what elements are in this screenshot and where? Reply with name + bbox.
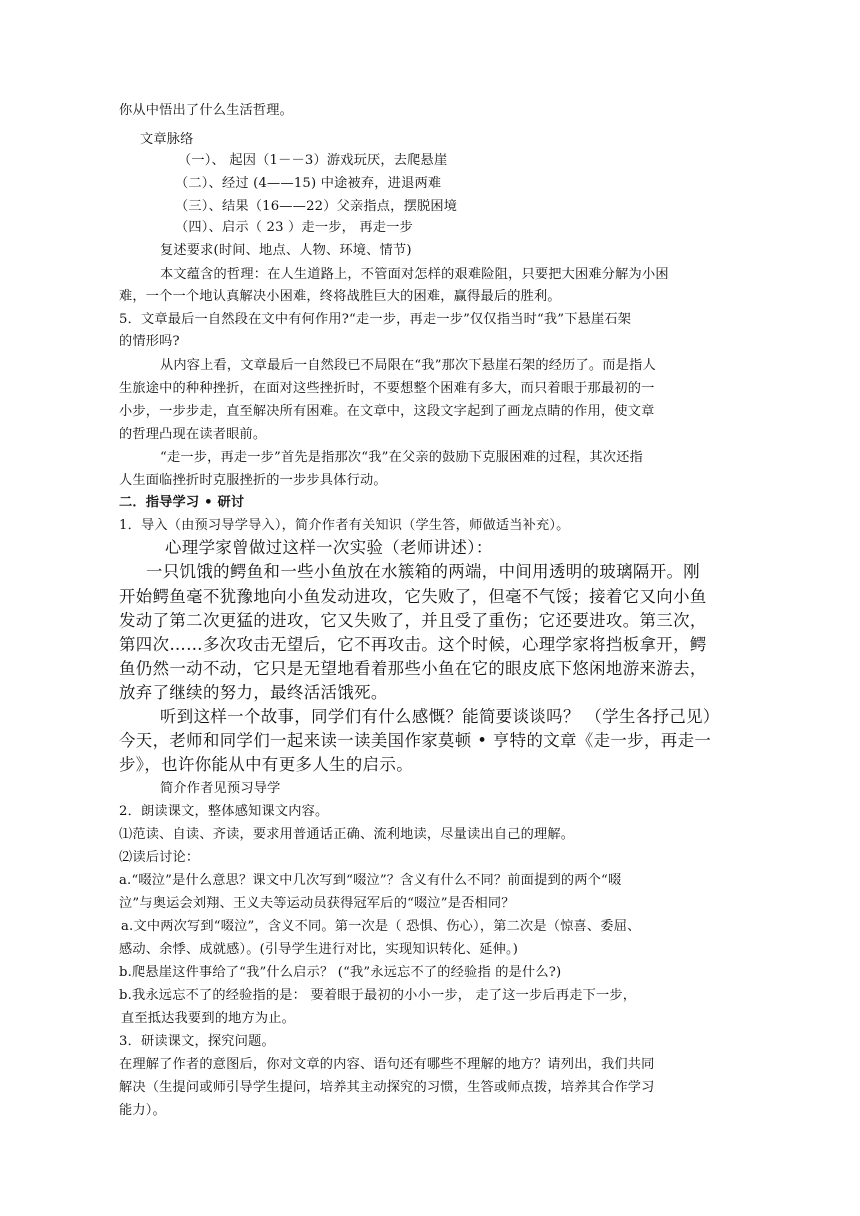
text-line: 难，一个一个地认真解决小困难，终将战胜巨大的困难，赢得最后的胜利。	[119, 289, 561, 304]
section-heading: 二．指导学习 • 研讨	[119, 495, 245, 510]
text-line: 一只饥饿的鳄鱼和一些小鱼放在水簇箱的两端，中间用透明的玻璃隔开。刚	[146, 562, 701, 581]
outline-item: （一）、 起因（1－－3）游戏玩厌，去爬悬崖	[178, 153, 448, 168]
text-line: 3．研读课文，探究问题。	[119, 1034, 275, 1049]
question-line: 的情形吗?	[119, 334, 180, 349]
text-line: 今天，老师和同学们一起来读一读美国作家莫顿 • 亨特的文章《走一步，再走一	[119, 731, 712, 750]
text-line: 生旅途中的种种挫折，在面对这些挫折时，不要想整个困难有多大，而只着眼于那最初的一	[119, 381, 655, 396]
text-line: 能力）。	[119, 1103, 166, 1118]
answer-line: 直至抵达我要到的地方为止。	[121, 1011, 296, 1026]
outline-item: （二）、经过 (4——15) 中途被弃，进退两难	[175, 176, 442, 191]
text-line: 鱼仍然一动不动，它只是无望地看着那些小鱼在它的眼皮底下悠闲地游来游去，	[119, 659, 707, 678]
text-line: 第四次……多次攻击无望后，它不再攻击。这个时候，心理学家将挡板拿开，鳄	[119, 635, 707, 654]
text-line: 心理学家曾做过这样一次实验（老师讲述）：	[165, 538, 493, 557]
question-line: b.爬悬崖这件事给了“我”什么启示？ (“我”永远忘不了的经验指 的是什么?)	[119, 965, 562, 980]
answer-line: b.我永远忘不了的经验指的是： 要着眼于最初的小小一步， 走了这一步后再走下一步，	[119, 988, 637, 1003]
text-line: 放弃了继续的努力，最终活活饿死。	[119, 683, 388, 702]
text-line: 小步，一步步走，直至解决所有困难。在文章中，这段文字起到了画龙点睛的作用，使文章	[119, 404, 655, 419]
question-line: 泣”与奥运会刘翔、王义夫等运动员获得冠军后的“啜泣”是否相同？	[119, 896, 515, 911]
text-line: 的哲理凸现在读者眼前。	[119, 427, 267, 442]
text-line: 你从中悟出了什么生活哲理。	[119, 103, 294, 118]
answer-line: 感动、余悸、成就感）。(引导学生进行对比，实现知识转化、延伸。)	[119, 942, 519, 957]
text-line: 步》，也许你能从中有更多人生的启示。	[119, 755, 414, 774]
section-heading: 文章脉络	[140, 132, 194, 147]
text-line: 简介作者见预习导学	[160, 781, 281, 796]
text-line: 本文蕴含的哲理：在人生道路上，不管面对怎样的艰难险阻，只要把大困难分解为小困	[160, 267, 669, 282]
outline-item: （三）、结果（16——22）父亲指点，摆脱困境	[175, 199, 458, 214]
text-line: ⑵读后讨论：	[119, 850, 200, 865]
text-line: “走一步，再走一步”首先是指那次“我”在父亲的鼓励下克服困难的过程，其次还指	[160, 450, 643, 465]
text-line: 在理解了作者的意图后，你对文章的内容、语句还有哪些不理解的地方？请列出，我们共同	[119, 1057, 655, 1072]
text-line: 2．朗读课文，整体感知课文内容。	[119, 804, 329, 819]
question-line: a.“啜泣”是什么意思？课文中几次写到“啜泣”？含义有什么不同？前面提到的两个“啜	[119, 873, 622, 888]
text-line: 解决（生提问或师引导学生提问，培养其主动探究的习惯，生答或师点拨，培养其合作学习	[119, 1080, 655, 1095]
text-line: 听到这样一个故事，同学们有什么感慨？能简要谈谈吗？ （学生各抒己见）	[160, 707, 720, 726]
text-line: 1．导入（由预习导学导入），简介作者有关知识（学生答，师做适当补充）。	[119, 518, 570, 533]
text-line: 从内容上看，文章最后一自然段已不局限在“我”那次下悬崖石架的经历了。而是指人	[160, 358, 656, 373]
outline-item: （四）、启示（ 23 ）走一步， 再走一步	[175, 220, 413, 235]
text-line: 人生面临挫折时克服挫折的一步步具体行动。	[119, 473, 387, 488]
text-line: ⑴范读、自读、齐读，要求用普通话正确、流利地读，尽量读出自己的理解。	[119, 827, 575, 842]
text-line: 复述要求(时间、地点、人物、环境、情节)	[160, 243, 412, 258]
answer-line: a.文中两次写到“啜泣”，含义不同。第一次是（ 恐惧、伤心），第二次是（惊喜、委屈、	[121, 919, 641, 934]
text-line: 发动了第二次更猛的进攻，它又失败了，并且受了重伤；它还要进攻。第三次，	[119, 611, 707, 630]
text-line: 开始鳄鱼毫不犹豫地向小鱼发动进攻，它失败了，但毫不气馁；接着它又向小鱼	[119, 587, 707, 606]
question-line: 5．文章最后一自然段在文中有何作用?“走一步，再走一步”仅仅指当时“我”下悬崖石架	[119, 312, 632, 327]
